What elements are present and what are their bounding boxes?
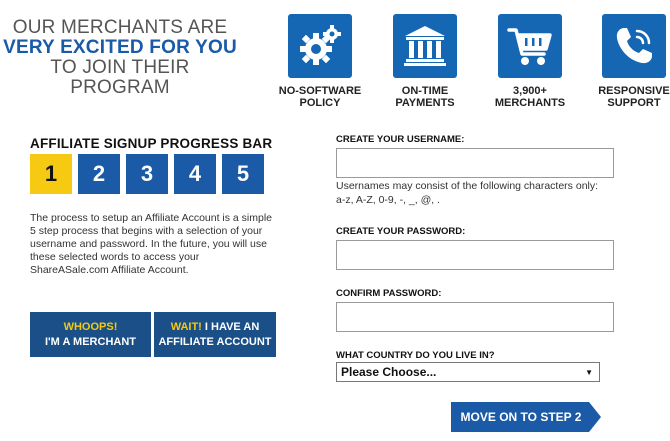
headline-line-2: VERY EXCITED FOR YOU [3, 37, 237, 58]
feature-label: NO-SOFTWARE POLICY [278, 85, 362, 109]
country-select-value: Please Choose... [341, 365, 437, 379]
account-button-highlight: WAIT! [170, 320, 202, 333]
password-label: CREATE YOUR PASSWORD: [336, 226, 466, 237]
shopping-cart-icon [498, 14, 562, 78]
move-on-to-step-2-button[interactable] [451, 402, 601, 432]
headline-line-1: OUR MERCHANTS ARE [12, 17, 228, 38]
feature-no-software [270, 14, 370, 109]
step-2: 2 [78, 154, 120, 194]
username-hint: Usernames may consist of the following characters only: a-z, A-Z, 0-9, -, _, @, . [336, 180, 599, 206]
country-label: WHAT COUNTRY DO YOU LIVE IN? [336, 350, 495, 361]
step-5: 5 [222, 154, 264, 194]
progress-bar-title: AFFILIATE SIGNUP PROGRESS BAR [30, 136, 273, 151]
country-select[interactable] [336, 362, 600, 382]
step-4: 4 [174, 154, 216, 194]
headline [0, 18, 240, 98]
step-3: 3 [126, 154, 168, 194]
cta-label: MOVE ON TO STEP 2 [460, 410, 582, 424]
headline-line-3: TO JOIN THEIR PROGRAM [50, 57, 190, 98]
confirm-password-input[interactable] [336, 302, 614, 332]
feature-on-time-payments [375, 14, 475, 109]
process-description: The process to setup an Affiliate Account is a simple 5 step process that begins with a selection of your username and password. In the future, you will use these selected words to access your ShareASale.com Affiliate Account. [30, 212, 273, 276]
feature-merchants [480, 14, 580, 109]
merchant-button-label: I'M A MERCHANT [44, 335, 136, 348]
phone-icon [602, 14, 666, 78]
bank-icon [393, 14, 457, 78]
dropdown-arrow-icon: ▼ [585, 368, 593, 377]
feature-label: RESPONSIVE SUPPORT [598, 85, 670, 109]
account-button-label-1: I HAVE AN [201, 320, 260, 333]
features-row [270, 14, 670, 119]
confirm-password-label: CONFIRM PASSWORD: [336, 288, 442, 299]
feature-label: 3,900+ MERCHANTS [494, 85, 566, 109]
gears-icon [288, 14, 352, 78]
feature-responsive-support [584, 14, 670, 109]
username-label: CREATE YOUR USERNAME: [336, 134, 465, 145]
password-input[interactable] [336, 240, 614, 270]
feature-label: ON-TIME PAYMENTS [395, 85, 455, 109]
have-affiliate-account-button[interactable] [154, 312, 276, 357]
username-input[interactable] [336, 148, 614, 178]
step-1: 1 [30, 154, 72, 194]
account-button-label-2: AFFILIATE ACCOUNT [158, 335, 272, 348]
im-a-merchant-button[interactable] [30, 312, 151, 357]
merchant-button-highlight: WHOOPS! [63, 320, 118, 333]
